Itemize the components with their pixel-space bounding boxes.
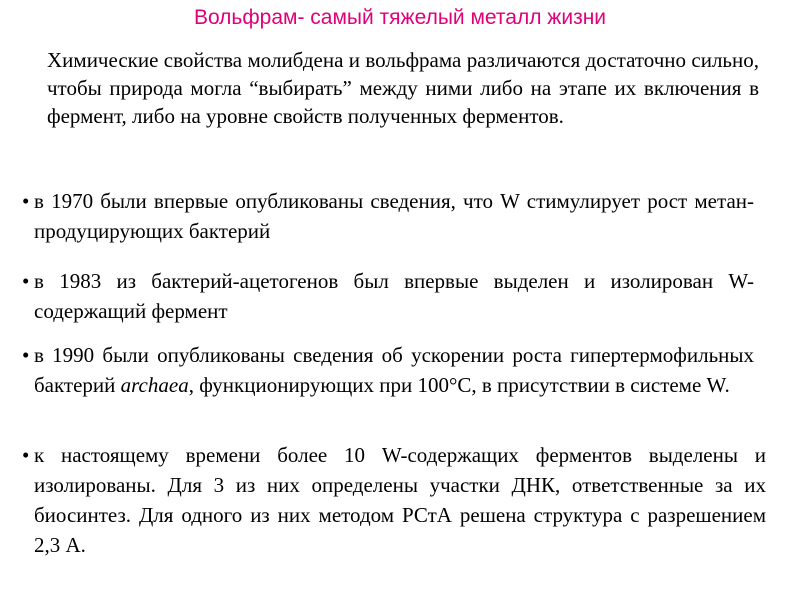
bullet-text-italic: archaea — [120, 373, 189, 397]
bullet-item-1990 — [22, 340, 754, 400]
slide-title: Вольфрам- самый тяжелый металл жизни — [193, 6, 607, 29]
bullet-dot-icon: • — [22, 269, 30, 293]
bullet-text-end: , функционирующих при 100°С, в присутствии в системе W. — [188, 373, 730, 397]
bullet-item-current — [22, 440, 766, 560]
bullet-text: к настоящему времени более 10 W-содержащих ферментов выделены и изолированы. Для 3 из них определены участки ДНК, ответственные за их биосинтез. Для одного из них методом РСтА решена структура с разрешением 2,3 А. — [34, 443, 766, 557]
bullet-dot-icon: • — [22, 343, 30, 367]
bullet-text-start: в 1990 были опубликованы сведения об ускорении роста гипертермофильных бактерий — [34, 343, 754, 397]
bullet-text: в 1983 из бактерий-ацетогенов был впервые выделен и изолирован W-содержащий фермент — [34, 269, 754, 323]
bullet-dot-icon: • — [22, 443, 30, 467]
bullet-text: в 1970 были впервые опубликованы сведения, что W стимулирует рост метан-продуцирующих бактерий — [34, 189, 754, 243]
bullet-item-1970 — [22, 186, 754, 246]
bullet-item-1983 — [22, 266, 754, 326]
bullet-dot-icon: • — [22, 189, 30, 213]
intro-paragraph: Химические свойства молибдена и вольфрама различаются достаточно сильно, чтобы природа могла “выбирать” между ними либо на этапе их включения в фермент, либо на уровне свойств полученных ферментов. — [47, 48, 759, 128]
